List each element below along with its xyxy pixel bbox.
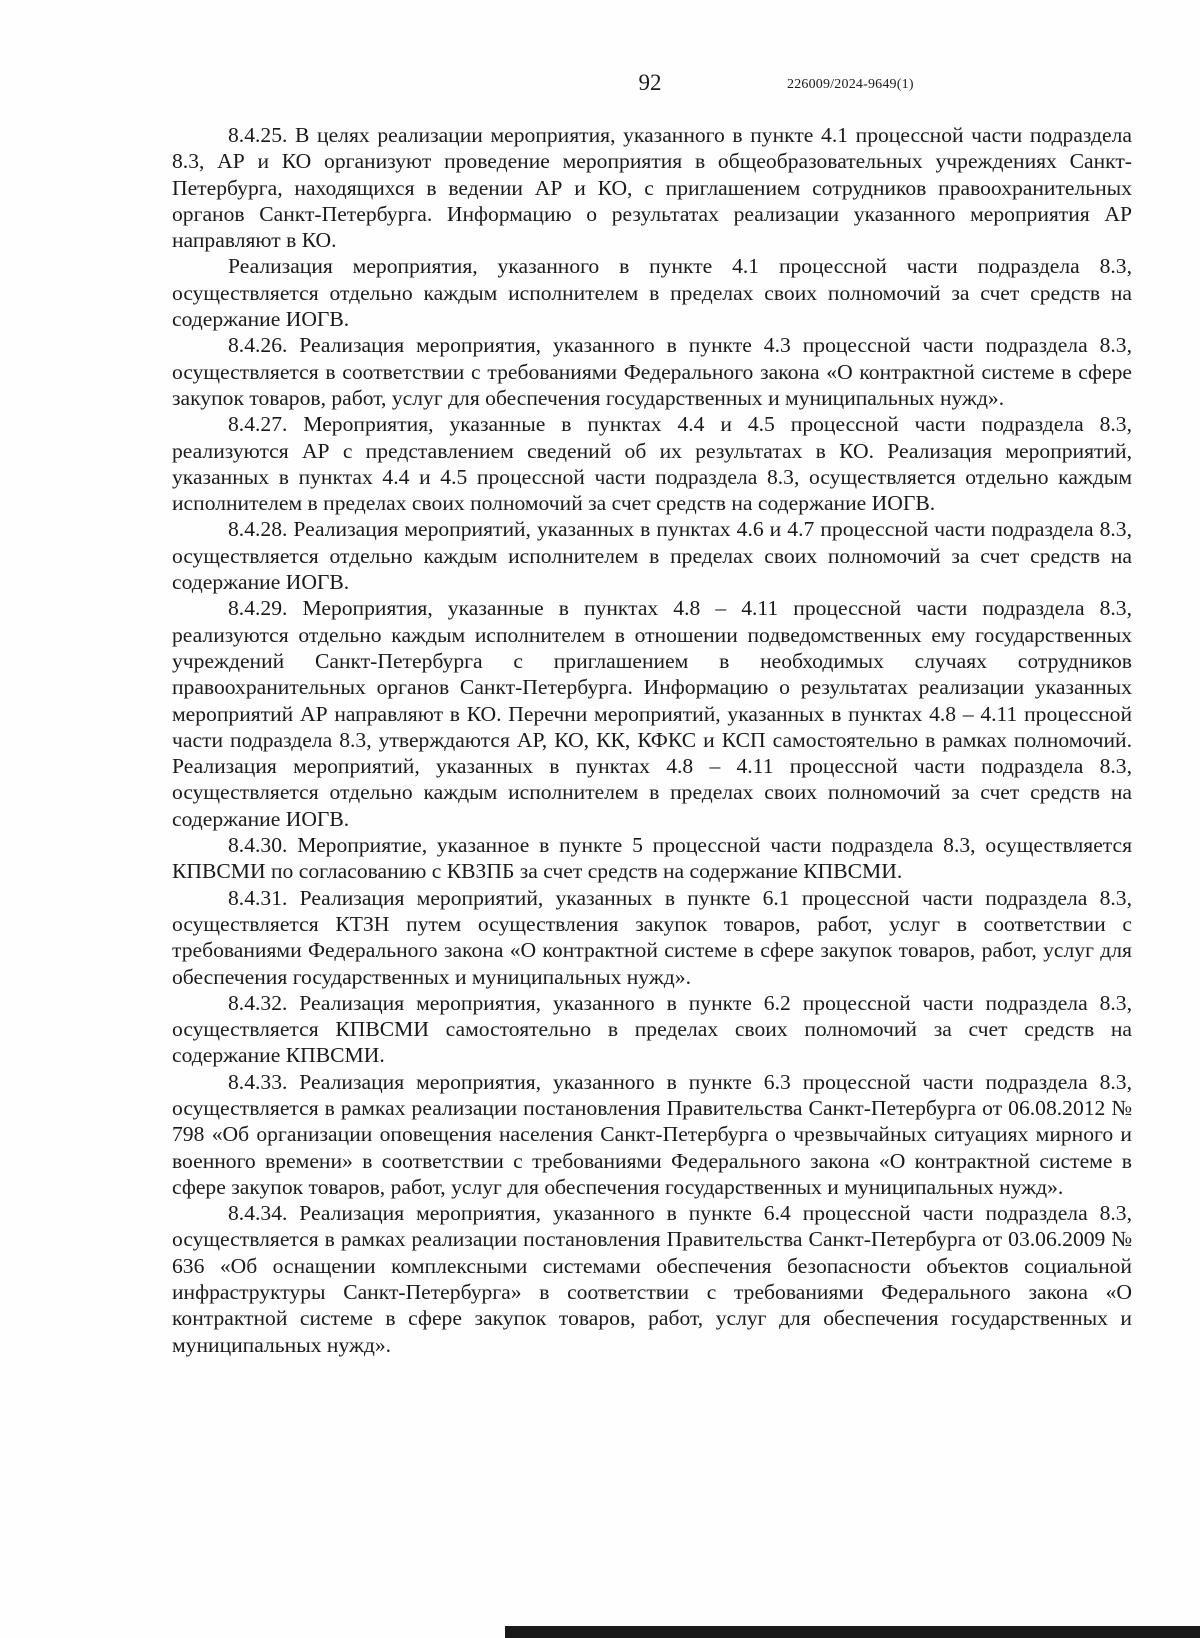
paragraph-8-4-34: 8.4.34. Реализация мероприятия, указанного в пункте 6.4 процессной части подраздела 8.3, осуществляется в рамках реализации постановления Правительства Санкт-Петербурга от 03.06.2009 № 636 «Об оснащении комплексными системами обеспечения безопасности объектов социальной инфраструктуры Санкт-Петербурга» в соответствии с требованиями Федерального закона «О контрактной системе в сфере закупок товаров, работ, услуг для обеспечения государственных и муниципальных нужд». — [172, 1201, 1132, 1357]
paragraph-8-4-33: 8.4.33. Реализация мероприятия, указанного в пункте 6.3 процессной части подраздела 8.3, осуществляется в рамках реализации постановления Правительства Санкт-Петербурга от 06.08.2012 № 798 «Об организации оповещения населения Санкт-Петербурга о чрезвычайных ситуациях мирного и военного времени» в соответствии с требованиями Федерального закона «О контрактной системе в сфере закупок товаров, работ, услуг для обеспечения государственных и муниципальных нужд». — [172, 1069, 1132, 1199]
page-number: 92 — [638, 70, 662, 95]
paragraph-8-4-32: 8.4.32. Реализация мероприятия, указанного в пункте 6.2 процессной части подраздела 8.3, осуществляется КПВСМИ самостоятельно в пределах своих полномочий за счет средств на содержание КПВСМИ. — [172, 990, 1132, 1068]
paragraph-8-4-29: 8.4.29. Мероприятия, указанные в пунктах 4.8 – 4.11 процессной части подраздела 8.3, реализуются отдельно каждым исполнителем в отношении подведомственных ему государственных учреждений Санкт-Петербурга с приглашением в необходимых случаях сотрудников правоохранительных органов Санкт-Петербурга. Информацию о результатах реализации указанных мероприятий АР направляют в КО. Перечни мероприятий, указанных в пунктах 4.8 – 4.11 процессной части подраздела 8.3, утверждаются АР, КО, КК, КФКС и КСП самостоятельно в рамках полномочий. Реализация мероприятий, указанных в пунктах 4.8 – 4.11 процессной части подраздела 8.3, осуществляется отдельно каждым исполнителем в пределах своих полномочий за счет средств на содержание ИОГВ. — [172, 596, 1132, 831]
paragraph-8-4-30: 8.4.30. Мероприятие, указанное в пункте 5 процессной части подраздела 8.3, осуществляется КПВСМИ по согласованию с КВЗПБ за счет средств на содержание КПВСМИ. — [172, 833, 1132, 884]
paragraph-8-4-31: 8.4.31. Реализация мероприятий, указанных в пункте 6.1 процессной части подраздела 8.3, осуществляется КТЗН путем осуществления закупок товаров, работ, услуг в соответствии с требованиями Федерального закона «О контрактной системе в сфере закупок товаров, работ, услуг для обеспечения государственных и муниципальных нужд». — [172, 885, 1132, 989]
scan-edge-bar — [505, 1626, 1200, 1638]
document-code: 226009/2024-9649(1) — [787, 77, 914, 92]
paragraph-8-4-28: 8.4.28. Реализация мероприятий, указанных в пунктах 4.6 и 4.7 процессной части подраздела 8.3, осуществляется отдельно каждым исполнителем в пределах своих полномочий за счет средств на содержание ИОГВ. — [172, 517, 1132, 595]
paragraph-8-4-25: 8.4.25. В целях реализации мероприятия, указанного в пункте 4.1 процессной части подраздела 8.3, АР и КО организуют проведение мероприятия в общеобразовательных учреждениях Санкт-Петербурга, находящихся в ведении АР и КО, с приглашением сотрудников правоохранительных органов Санкт-Петербурга. Информацию о результатах реализации указанного мероприятия АР направляют в КО. — [172, 123, 1132, 253]
paragraph-8-4-25-continued: Реализация мероприятия, указанного в пункте 4.1 процессной части подраздела 8.3, осуществляется отдельно каждым исполнителем в пределах своих полномочий за счет средств на содержание ИОГВ. — [172, 254, 1132, 332]
document-body — [172, 122, 1132, 1358]
paragraph-8-4-27: 8.4.27. Мероприятия, указанные в пунктах 4.4 и 4.5 процессной части подраздела 8.3, реализуются АР с представлением сведений об их результатах в КО. Реализация мероприятий, указанных в пунктах 4.4 и 4.5 процессной части подраздела 8.3, осуществляется отдельно каждым исполнителем в пределах своих полномочий за счет средств на содержание ИОГВ. — [172, 412, 1132, 516]
paragraph-8-4-26: 8.4.26. Реализация мероприятия, указанного в пункте 4.3 процессной части подраздела 8.3, осуществляется в соответствии с требованиями Федерального закона «О контрактной системе в сфере закупок товаров, работ, услуг для обеспечения государственных и муниципальных нужд». — [172, 333, 1132, 410]
